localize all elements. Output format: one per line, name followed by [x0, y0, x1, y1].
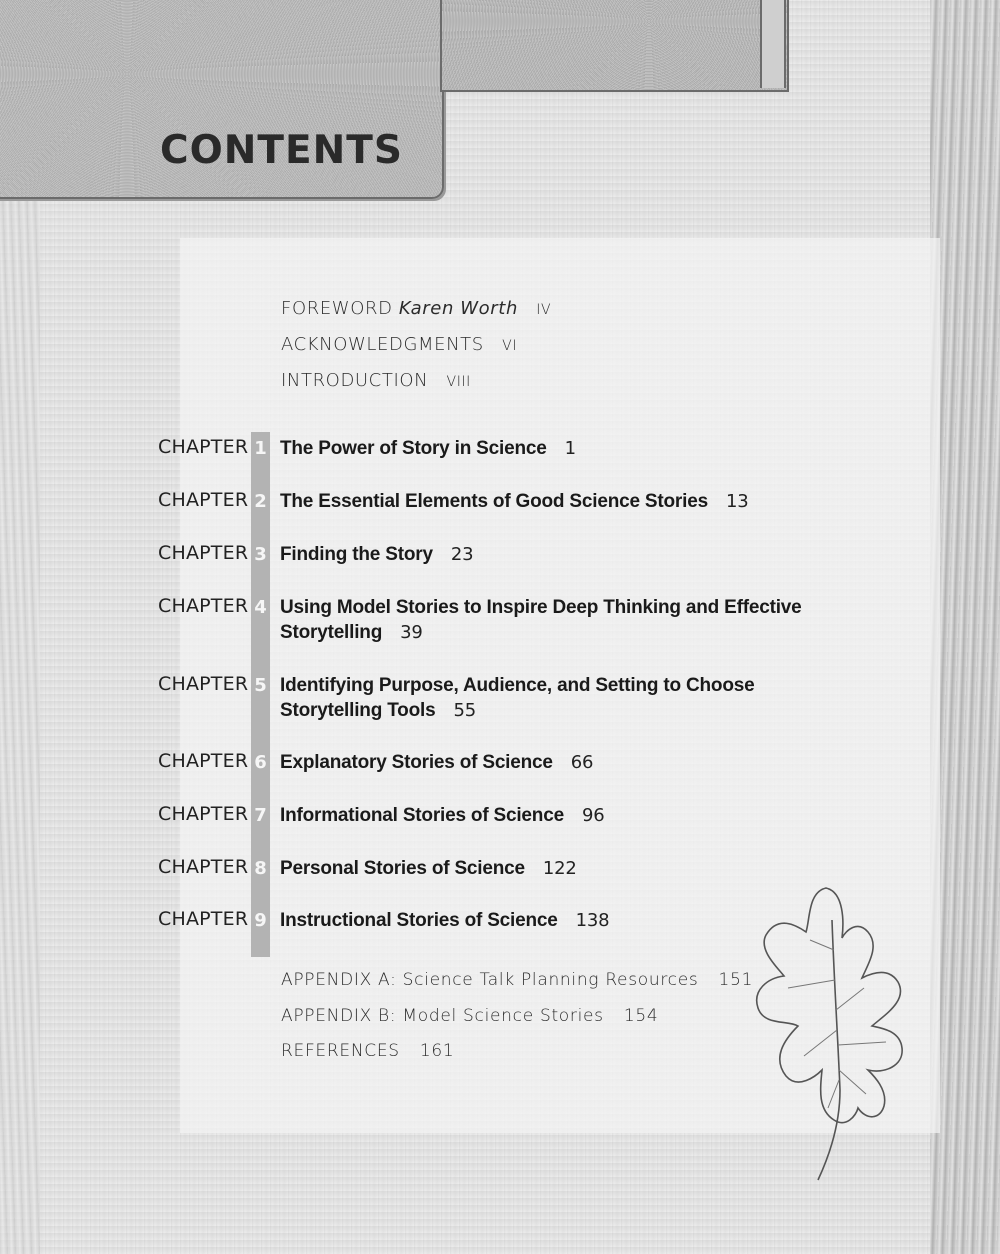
chapter-title — [280, 673, 820, 723]
chapter-page: 1 — [564, 438, 576, 459]
chapter-title-text: Using Model Stories to Inspire Deep Thinking and Effective Storytelling — [280, 597, 802, 643]
foreword-author: Karen Worth — [398, 298, 518, 319]
chapter-title-text: Personal Stories of Science — [280, 858, 525, 879]
chapter-title-text: Identifying Purpose, Audience, and Setting to Choose Storytelling Tools — [280, 675, 755, 721]
chapter-number: 9 — [251, 904, 270, 957]
chapter-title-text: Informational Stories of Science — [280, 805, 564, 826]
front-matter-label: INTRODUCTION — [281, 370, 429, 391]
chapter-number: 8 — [251, 852, 270, 904]
chapter-title — [280, 803, 820, 828]
chapter-word: CHAPTER — [158, 489, 249, 511]
chapter-number: 6 — [251, 746, 270, 799]
wood-grain-right — [930, 0, 1000, 1254]
chapter-page: 13 — [725, 491, 749, 512]
back-matter-list — [281, 967, 753, 1074]
front-matter-page: VI — [502, 338, 518, 354]
front-matter-item — [281, 296, 551, 332]
back-matter-label: APPENDIX B: Model Science Stories — [281, 1005, 604, 1026]
front-matter-item — [281, 368, 551, 404]
chapter-word: CHAPTER — [158, 803, 249, 825]
back-matter-page: 154 — [623, 1005, 659, 1026]
back-matter-page: 151 — [718, 970, 754, 990]
chapter-page: 39 — [400, 622, 423, 643]
front-matter-page: VIII — [446, 374, 471, 390]
chapter-number: 3 — [251, 538, 270, 591]
front-matter-page: IV — [536, 302, 552, 318]
chapter-number: 7 — [251, 799, 270, 852]
back-matter-page: 161 — [419, 1041, 455, 1061]
chapter-page: 138 — [575, 910, 610, 931]
chapter-title — [280, 856, 820, 881]
front-matter-label: FOREWORD — [281, 298, 393, 319]
chapter-word: CHAPTER — [158, 908, 249, 930]
back-matter-label: APPENDIX A: Science Talk Planning Resources — [281, 970, 699, 990]
chapter-word: CHAPTER — [158, 750, 249, 772]
chapter-word: CHAPTER — [158, 436, 249, 458]
chapter-title-text: Explanatory Stories of Science — [280, 752, 553, 773]
chapter-page: 55 — [453, 700, 476, 721]
chapter-title — [280, 489, 820, 514]
page-title: CONTENTS — [160, 128, 403, 173]
back-matter-item — [281, 1038, 753, 1074]
chapter-page: 66 — [570, 752, 594, 773]
front-matter-item — [281, 332, 551, 368]
chapter-number: 5 — [251, 669, 270, 746]
oak-leaf-icon — [748, 880, 918, 1185]
chapter-page: 122 — [542, 858, 577, 879]
front-matter-label: ACKNOWLEDGMENTS — [281, 334, 484, 355]
chapter-title-text: Instructional Stories of Science — [280, 910, 558, 931]
back-matter-item — [281, 1003, 753, 1039]
chapter-title — [280, 908, 820, 933]
book-illustration-right — [440, 0, 789, 92]
chapter-title-text: The Essential Elements of Good Science Stories — [280, 491, 708, 512]
chapter-title — [280, 750, 820, 775]
front-matter-list — [281, 296, 551, 404]
chapter-word: CHAPTER — [158, 595, 249, 617]
back-matter-item — [281, 967, 753, 1003]
chapter-title-text: The Power of Story in Science — [280, 438, 547, 459]
chapter-title — [280, 436, 820, 461]
chapter-word: CHAPTER — [158, 856, 249, 878]
book-spine — [760, 0, 786, 88]
chapter-title — [280, 542, 820, 567]
chapter-title-text: Finding the Story — [280, 544, 433, 565]
chapter-word: CHAPTER — [158, 673, 249, 695]
chapter-title — [280, 595, 820, 645]
back-matter-label: REFERENCES — [281, 1041, 400, 1061]
chapter-page: 23 — [450, 544, 474, 565]
chapter-number: 1 — [251, 432, 270, 485]
chapter-page: 96 — [581, 805, 605, 826]
chapter-number: 2 — [251, 485, 270, 538]
chapter-number: 4 — [251, 591, 270, 669]
chapter-word: CHAPTER — [158, 542, 249, 564]
